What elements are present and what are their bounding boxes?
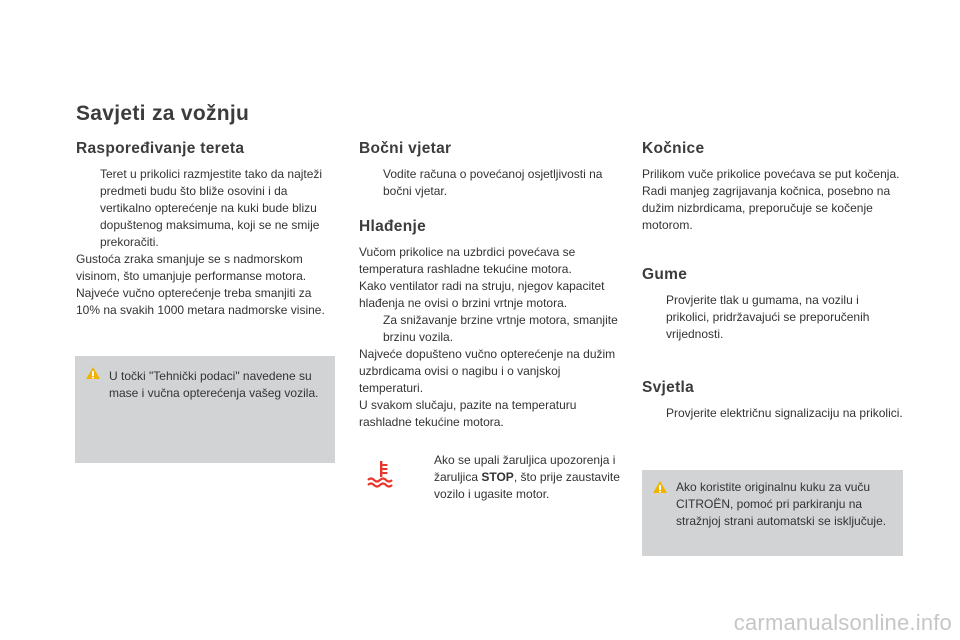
bullet-load: Teret u prikolici razmjestite tako da najteži predmeti budu što bliže osovini i da vertikalno opterećenje na kuki bude blizu dopuštenog maksimuma, koji se ne smije prekoračiti.	[100, 167, 323, 249]
heading-tyres: Gume	[642, 266, 688, 283]
heading-crosswind: Bočni vjetar	[359, 140, 452, 157]
para-brakes-2: Radi manjeg zagrijavanja kočnica, posebno na dužim nizbrdicama, preporučuje se kočenje motorom.	[642, 184, 891, 232]
info-box-towbar: Ako koristite originalnu kuku za vuču CITROËN, pomoć pri parkiranju na stražnjoj strani automatski se isključuje.	[642, 470, 903, 556]
para-cooling-4: U svakom slučaju, pazite na temperaturu rashladne tekućine motora.	[359, 398, 577, 429]
bullet-warning-stop: Ako se upali žaruljica upozorenja i žaruljica STOP, što prije zaustavite vozilo i ugasite motor.	[434, 453, 620, 501]
watermark: carmanualsonline.info	[733, 610, 952, 635]
para-cooling-3: Najveće dopušteno vučno opterećenje na dužim uzbrdicama ovisi o nagibu i o vanjskoj temperaturi.	[359, 347, 616, 395]
info-icon	[85, 366, 101, 384]
para-cooling-2: Kako ventilator radi na struju, njegov kapacitet hlađenja ne ovisi o brzini vrtnje motora.	[359, 279, 605, 310]
bullet-reduce-speed: Za snižavanje brzine vrtnje motora, smanjite brzinu vozila.	[383, 313, 618, 344]
bullet-lights: Provjerite električnu signalizaciju na prikolici.	[666, 406, 903, 420]
info-icon	[652, 480, 668, 498]
heading-brakes: Kočnice	[642, 140, 705, 157]
column-crosswind-cooling	[359, 140, 621, 431]
page-title: Savjeti za vožnju	[76, 102, 250, 125]
stop-label: STOP	[481, 470, 514, 484]
para-brakes-1: Prilikom vuče prikolice povećava se put kočenja.	[642, 167, 900, 181]
column-brakes-tyres-lights	[642, 140, 904, 422]
coolant-temperature-warning-icon	[366, 458, 396, 488]
info-box-technical-data: U točki "Tehnički podaci" navedene su mase i vučna opterećenja vašeg vozila.	[75, 356, 335, 463]
heading-lights: Svjetla	[642, 379, 695, 396]
column-load-distribution	[76, 140, 338, 319]
bullet-tyres: Provjerite tlak u gumama, na vozilu i prikolici, pridržavajući se preporučenih vrijednosti.	[666, 293, 870, 341]
para-air-density: Gustoća zraka smanjuje se s nadmorskom visinom, što umanjuje performanse motora.	[76, 252, 307, 283]
heading-load-distribution: Raspoređivanje tereta	[76, 140, 245, 157]
bullet-crosswind: Vodite računa o povećanoj osjetljivosti na bočni vjetar.	[383, 167, 603, 198]
para-cooling-1: Vučom prikolice na uzbrdici povećava se temperatura rashladne tekućine motora.	[359, 245, 576, 276]
para-max-towing: Najveće vučno opterećenje treba smanjiti za 10% na svakih 1000 metara nadmorske visine.	[76, 286, 325, 317]
heading-cooling: Hlađenje	[359, 218, 427, 235]
